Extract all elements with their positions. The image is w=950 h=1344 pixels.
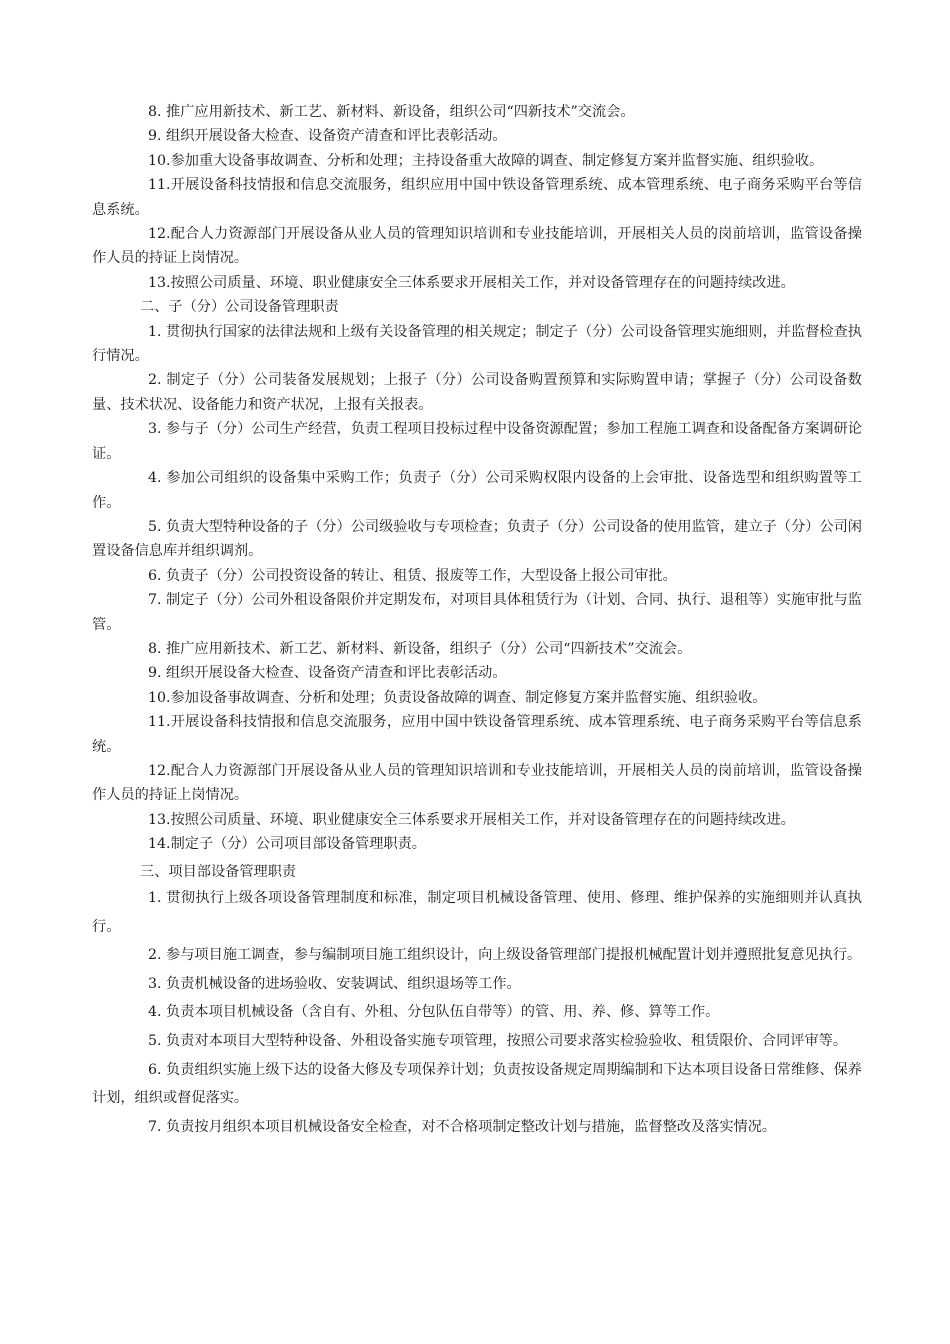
list-item: 1. 贯彻执行国家的法律法规和上级有关设备管理的相关规定；制定子（分）公司设备管理实施细则，并监督检查执行情况。 — [92, 323, 862, 365]
list-item: 7. 制定子（分）公司外租设备限价并定期发布，对项目具体租赁行为（计划、合同、执行、退租等）实施审批与监管。 — [92, 592, 862, 633]
list-item: 6. 负责子（分）公司投资设备的转让、租赁、报废等工作，大型设备上报公司审批。 — [148, 567, 677, 584]
list-item: 3. 负责机械设备的进场验收、安装调试、组织退场等工作。 — [148, 975, 521, 992]
list-item: 13.按照公司质量、环境、职业健康安全三体系要求开展相关工作，并对设备管理存在的问题持续改进。 — [148, 274, 795, 291]
list-item: 2. 制定子（分）公司装备发展规划；上报子（分）公司设备购置预算和实际购置申请；掌握子（分）公司设备数量、技术状况、设备能力和资产状况，上报有关报表。 — [92, 372, 862, 413]
list-item: 3. 参与子（分）公司生产经营，负责工程项目投标过程中设备资源配置；参加工程施工调查和设备配备方案调研论证。 — [92, 421, 862, 462]
list-item: 8. 推广应用新技术、新工艺、新材料、新设备，组织公司“四新技术”交流会。 — [148, 104, 635, 120]
section-heading: 三、项目部设备管理职责 — [140, 863, 297, 880]
list-item: 5. 负责大型特种设备的子（分）公司级验收与专项检查；负责子（分）公司设备的使用监管，建立子（分）公司闲置设备信息库并组织调剂。 — [92, 518, 862, 560]
list-item: 2. 参与项目施工调查，参与编制项目施工组织设计，向上级设备管理部门提报机械配置计划并遵照批复意见执行。 — [148, 947, 862, 964]
list-item: 6. 负责组织实施上级下达的设备大修及专项保养计划；负责按设备规定周期编制和下达本项目设备日常维修、保养计划，组织或督促落实。 — [92, 1061, 862, 1107]
section-heading: 二、子（分）公司设备管理职责 — [140, 299, 339, 316]
list-item: 10.参加设备事故调查、分析和处理；负责设备故障的调查、制定修复方案并监督实施、组织验收。 — [148, 689, 767, 706]
list-item: 11.开展设备科技情报和信息交流服务，应用中国中铁设备管理系统、成本管理系统、电子商务采购平台等信息系统。 — [92, 714, 862, 755]
list-item: 9. 组织开展设备大检查、设备资产清查和评比表彰活动。 — [148, 665, 507, 682]
list-item: 9. 组织开展设备大检查、设备资产清查和评比表彰活动。 — [148, 128, 507, 145]
section-2 — [92, 295, 862, 856]
list-item: 1. 贯彻执行上级各项设备管理制度和标准，制定项目机械设备管理、使用、修理、维护保养的实施细则并认真执行。 — [92, 890, 862, 935]
list-item: 7. 负责按月组织本项目机械设备安全检查，对不合格项制定整改计划与措施，监督整改及落实情况。 — [148, 1118, 777, 1135]
list-item: 12.配合人力资源部门开展设备从业人员的管理知识培训和专业技能培训，开展相关人员的岗前培训，监管设备操作人员的持证上岗情况。 — [92, 762, 862, 804]
list-item: 11.开展设备科技情报和信息交流服务，组织应用中国中铁设备管理系统、成本管理系统、电子商务采购平台等信息系统。 — [92, 177, 862, 218]
section-1-tail — [92, 100, 862, 295]
list-item: 5. 负责对本项目大型特种设备、外租设备实施专项管理，按照公司要求落实检验验收、租赁限价、合同评审等。 — [148, 1032, 848, 1049]
list-item: 10.参加重大设备事故调查、分析和处理；主持设备重大故障的调查、制定修复方案并监督实施、组织验收。 — [148, 152, 824, 169]
list-item: 13.按照公司质量、环境、职业健康安全三体系要求开展相关工作，并对设备管理存在的问题持续改进。 — [148, 811, 795, 828]
list-item: 8. 推广应用新技术、新工艺、新材料、新设备，组织子（分）公司“四新技术”交流会。 — [148, 640, 692, 657]
document-page — [92, 100, 862, 1141]
list-item: 14.制定子（分）公司项目部设备管理职责。 — [148, 836, 426, 853]
list-item: 12.配合人力资源部门开展设备从业人员的管理知识培训和专业技能培训，开展相关人员的岗前培训，监管设备操作人员的持证上岗情况。 — [92, 226, 862, 267]
list-item: 4. 负责本项目机械设备（含自有、外租、分包队伍自带等）的管、用、养、修、算等工作。 — [148, 1004, 720, 1021]
list-item: 4. 参加公司组织的设备集中采购工作；负责子（分）公司采购权限内设备的上会审批、设备选型和组织购置等工作。 — [92, 470, 862, 511]
section-3 — [92, 860, 862, 1142]
